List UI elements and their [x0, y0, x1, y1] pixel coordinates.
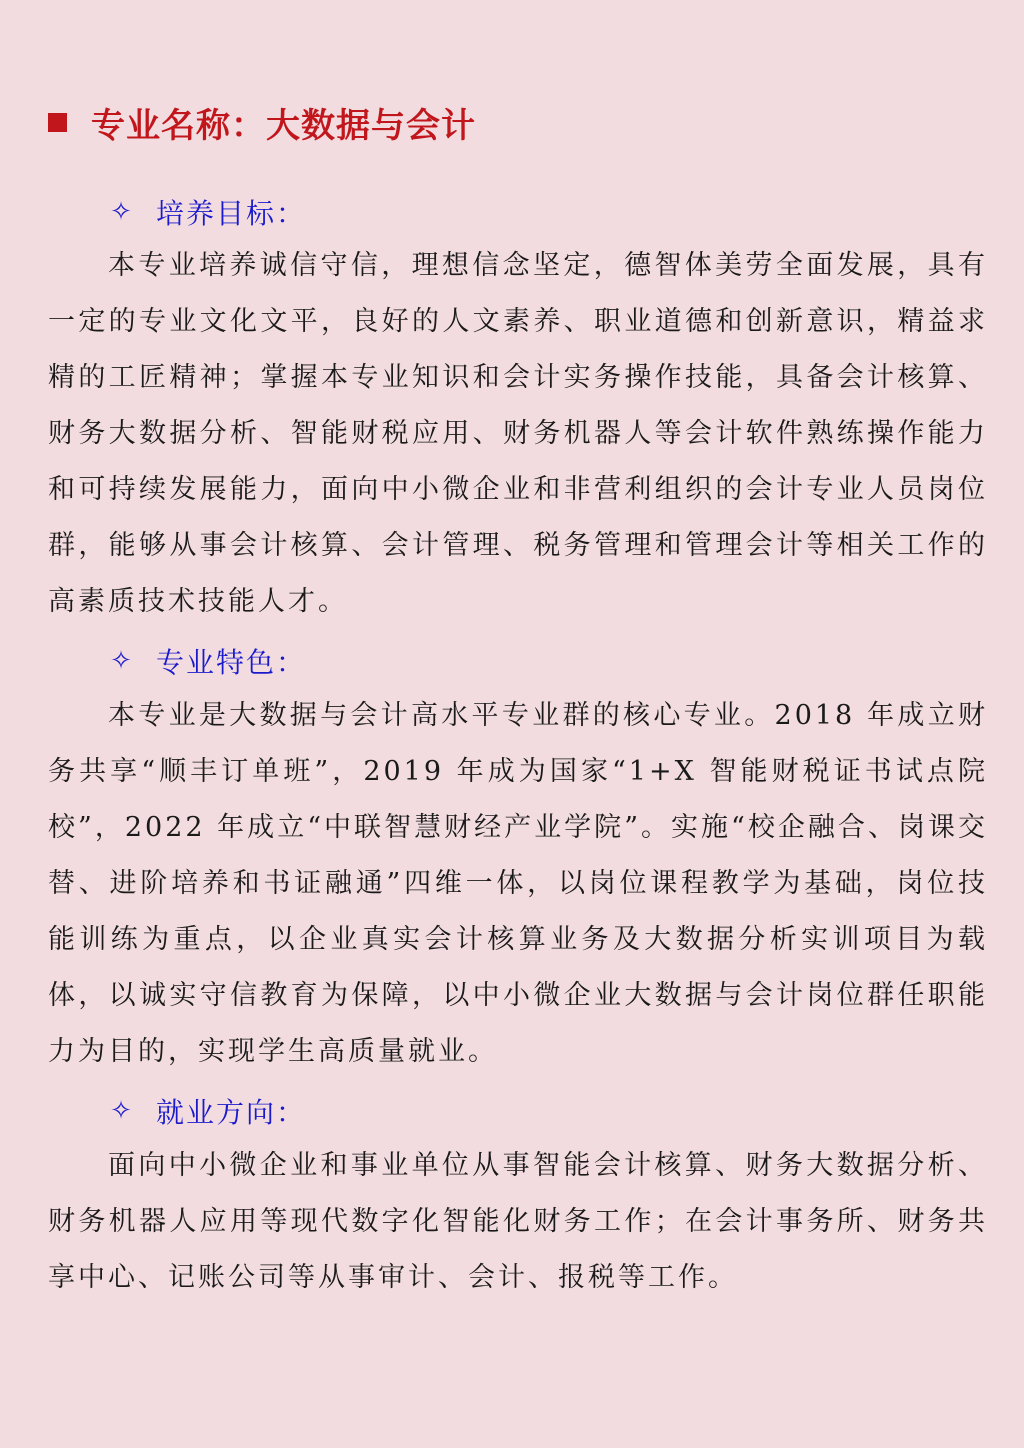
section-heading-employment	[108, 1091, 306, 1131]
section-heading-text: 培养目标：	[156, 197, 307, 230]
diamond-star-icon: ✧	[110, 197, 134, 227]
section-heading-training-goals	[108, 192, 306, 232]
square-bullet-icon	[48, 113, 67, 132]
section-body-training-goals: 本专业培养诚信守信，理想信念坚定，德智体美劳全面发展，具有一定的专业文化文平，良好的人文素养、职业道德和创新意识，精益求精的工匠精神；掌握本专业知识和会计实务操作技能，具备会计核算、财务大数据分析、智能财税应用、财务机器人等会计软件熟练操作能力和可持续发展能力，面向中小微企业和非营利组织的会计专业人员岗位群，能够从事会计核算、会计管理、税务管理和管理会计等相关工作的高素质技术技能人才。	[48, 250, 988, 617]
section-body-features: 本专业是大数据与会计高水平专业群的核心专业。2018 年成立财务共享“顺丰订单班”，2019 年成为国家“1+X 智能财税证书试点院校”，2022 年成立“中联智慧财经产业学院”。实施“校企融合、岗课交替、进阶培养和书证融通”四维一体，以岗位课程教学为基础，岗位技能训练为重点，以企业真实会计核算业务及大数据分析实训项目为载体，以诚实守信教育为保障，以中小微企业大数据与会计岗位群任职能力为目的，实现学生高质量就业。	[48, 700, 988, 1067]
section-body-employment: 面向中小微企业和事业单位从事智能会计核算、财务大数据分析、财务机器人应用等现代数字化智能化财务工作；在会计事务所、财务共享中心、记账公司等从事审计、会计、报税等工作。	[48, 1150, 988, 1293]
page-title	[48, 98, 476, 147]
section-heading-features	[108, 641, 306, 681]
section-heading-text: 专业特色：	[156, 646, 307, 679]
page-title-text: 专业名称：大数据与会计	[91, 106, 476, 146]
section-heading-text: 就业方向：	[156, 1096, 307, 1129]
diamond-star-icon: ✧	[110, 646, 134, 676]
diamond-star-icon: ✧	[110, 1096, 134, 1126]
